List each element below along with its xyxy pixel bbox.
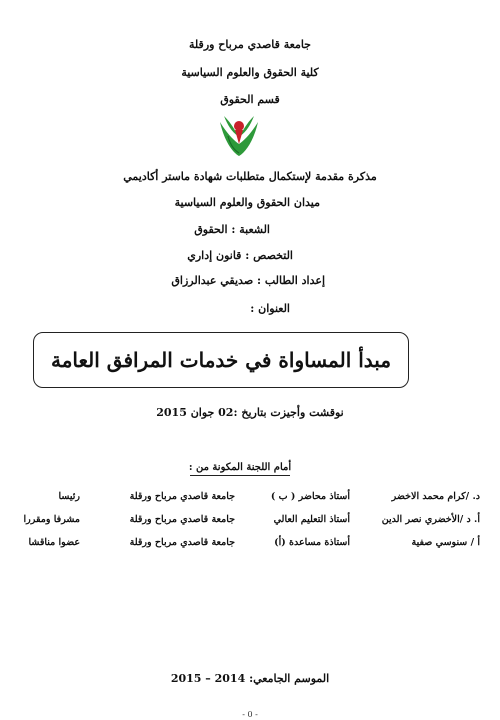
department-name: قسم الحقوق	[220, 93, 280, 106]
member-role: عضوا مناقشا	[28, 537, 80, 548]
branch: الشعبة : الحقوق	[194, 223, 270, 236]
committee-heading: أمام اللجنة المكونة من :	[188, 462, 292, 473]
academic-year: الموسم الجامعي: 2014 – 2015	[170, 672, 330, 685]
member-name: أ. د /الأخضري نصر الدين	[381, 514, 480, 525]
member-institution: جامعة قاصدي مرباح ورقلة	[129, 491, 235, 502]
member-institution: جامعة قاصدي مرباح ورقلة	[129, 514, 235, 525]
committee-member-row	[0, 514, 500, 530]
thesis-title: مبدأ المساواة في خدمات المرافق العامة	[50, 348, 392, 372]
member-name: أ / سنوسي صفية	[411, 537, 480, 548]
member-rank: أستاذة مساعدة (أ)	[274, 537, 350, 548]
thesis-title-box	[33, 332, 409, 388]
committee-member-row	[0, 537, 500, 553]
specialty: التخصص : قانون إداري	[187, 249, 293, 262]
student-name: إعداد الطالب : صديقي عبدالرزاق	[171, 274, 325, 287]
title-label: العنوان :	[250, 302, 290, 315]
defense-date: نوقشت وأجيزت بتاريخ :02 جوان 2015	[156, 406, 344, 419]
field-of-study: ميدان الحقوق والعلوم السياسية	[174, 196, 320, 209]
member-rank: أستاذ محاضر ( ب )	[270, 491, 350, 502]
memo-description: مذكرة مقدمة لإستكمال متطلبات شهادة ماستر أكاديمي	[123, 170, 377, 183]
member-rank: أستاذ التعليم العالي	[273, 514, 350, 525]
committee-member-row	[0, 491, 500, 507]
university-logo-icon	[214, 110, 264, 160]
university-name: جامعة قاصدي مرباح ورقلة	[189, 38, 311, 51]
member-name: د. /كرام محمد الاخضر	[391, 491, 480, 502]
committee-heading-underline	[190, 475, 290, 476]
member-role: رئيسا	[58, 491, 80, 502]
page-number: - 0 -	[242, 710, 258, 719]
faculty-name: كلية الحقوق والعلوم السياسية	[181, 66, 319, 79]
member-institution: جامعة قاصدي مرباح ورقلة	[129, 537, 235, 548]
member-role: مشرفا ومقررا	[23, 514, 80, 525]
